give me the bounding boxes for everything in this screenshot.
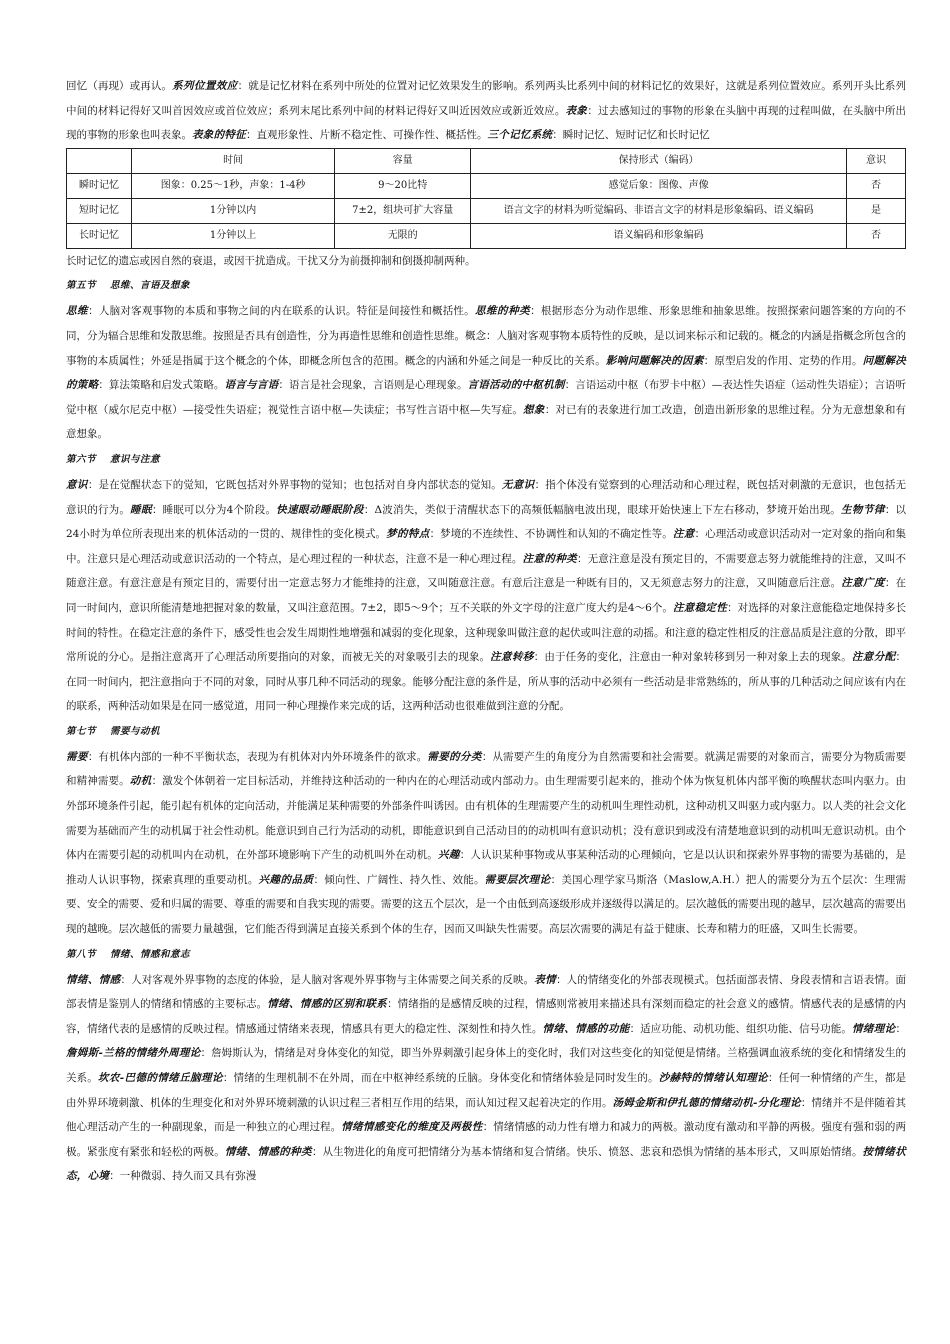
table-cell: 语言文字的材料为听觉编码、非语言文字的材料是形象编码、语义编码: [471, 198, 847, 223]
text-run: ：瞬时记忆、短时记忆和长时记忆: [552, 129, 710, 142]
table-header: 容量: [335, 148, 471, 173]
text-run: ：梦境的不连续性、不协调性和认知的不确定性等。: [429, 528, 673, 541]
text-run: ：对已有的表象进行加工改造，创造出新形象的思维过程。分为无意想象和有意想象。: [66, 403, 906, 441]
text-run: ：在同一时间内，意识所能清楚地把握对象的数量，又叫注意范围。7±2，即5～9个；互不关联的外文字母的注意广度大约是4～6个。: [66, 577, 907, 614]
text-run: ：人认识某种事物或从事某种活动的心理倾向，它是以认识和探索外界事物的需要为基础的，是推动人认识事物，探索真理的重要动机。: [66, 849, 906, 886]
table-header: [67, 148, 132, 173]
term: 注意广度: [841, 577, 885, 590]
text-run: ：人脑对客观事物的本质和事物之间的内在联系的认识。特征是间接性和概括性。: [88, 305, 475, 318]
text-run: ：倾向性、广阔性、持久性、效能。: [313, 873, 485, 886]
table-header: 意识: [847, 148, 906, 173]
term: 想象: [522, 403, 545, 416]
section-number: 第五节: [66, 280, 97, 292]
term: 三个记忆系统: [487, 129, 553, 142]
after-table-paragraph: 长时记忆的遗忘或因自然的衰退，或因干扰造成。干扰又分为前摄抑制和倒摄抑制两种。: [66, 254, 476, 267]
term: 问题解决的策略: [66, 354, 907, 392]
term: 注意的种类: [522, 552, 578, 565]
section-number: 第七节: [66, 725, 97, 737]
section-title: 情绪、情感和意志: [110, 948, 191, 960]
term: 注意: [672, 528, 695, 541]
table-cell: 否: [847, 173, 906, 198]
section-title: 需要与动机: [110, 725, 161, 737]
text-run: ：詹姆斯认为，情绪是对身体变化的知觉，即当外界刺激引起身体上的变化时，我们对这些变化的知觉便是情绪。兰格强调血液系统的变化和情绪发生的关系。: [66, 1047, 906, 1084]
text-run: ：心理活动或意识活动对一定对象的指向和集中。注意只是心理活动或意识活动的一个特点，是心理过程的一种状态，注意不是一种心理过程。: [66, 528, 906, 565]
table-cell: 感觉后象：图像、声像: [471, 173, 847, 198]
section-5-paragraph: [66, 299, 906, 447]
section-8-paragraph: [66, 968, 906, 1189]
memory-systems-table: [66, 148, 906, 249]
term: 表象: [565, 104, 588, 117]
text-run: ：任何一种情绪的产生，都是由外界环境刺激、机体的生理变化和对外界环境刺激的认识过程三者相互作用的结果，而认知过程又起着决定的作用。: [66, 1072, 907, 1109]
table-cell: 1分钟以内: [132, 198, 335, 223]
term: 情绪、情感的区别和联系: [267, 998, 388, 1011]
term: 思维: [66, 305, 89, 318]
table-cell: 9～20比特: [335, 173, 471, 198]
text-run: ：由于任务的变化，注意由一种对象转移到另一种对象上去的现象。: [533, 651, 852, 664]
text-run: ：是在觉醒状态下的觉知，它既包括对外界事物的觉知；也包括对自身内部状态的觉知。: [87, 478, 502, 491]
table-row: [67, 173, 906, 198]
text-run: ：Δ波消失，类似于清醒状态下的高频低幅脑电波出现，眼球开始快速上下左右移动，梦境开始出现。: [363, 503, 841, 516]
table-cell: 是: [847, 198, 906, 223]
section-6-paragraph: [66, 473, 906, 719]
term: 需要层次理论: [484, 873, 551, 886]
term: 需要: [66, 750, 88, 763]
section-heading: [66, 719, 906, 745]
text-run: ：从生物进化的角度可把情绪分为基本情绪和复合情绪。快乐、愤怒、悲哀和恐惧为情绪的基本形式，又叫原始情绪。: [311, 1145, 863, 1158]
table-row: [67, 223, 906, 248]
term: 按情绪状态，心境: [66, 1145, 906, 1183]
text-run: ：睡眠可以分为4个阶段。: [151, 503, 277, 516]
term: 汤姆金斯和伊扎德的情绪动机-分化理论: [612, 1096, 801, 1109]
term: 需要的分类: [427, 750, 482, 763]
term: 情绪、情感的功能: [542, 1022, 630, 1035]
section-7-paragraph: [66, 745, 906, 942]
text-run: ：原型启发的作用、定势的作用。: [703, 354, 863, 367]
term: 影响问题解决的因素: [605, 354, 704, 367]
text-run: ：适应功能、动机功能、组织功能、信号功能。: [629, 1022, 852, 1035]
term: 注意分配: [851, 651, 896, 664]
term: 意识: [66, 478, 88, 491]
text-run: ：指个体没有觉察到的心理活动和心理过程，既包括对刺激的无意识，也包括无意识的行为。: [66, 478, 907, 516]
term: 情绪情感变化的维度及两极性: [341, 1121, 483, 1134]
term: 快速眼动睡眠阶段: [276, 503, 364, 516]
term: 睡眠: [130, 503, 152, 516]
text-run: ：人对客观外界事物的态度的体验，是人脑对客观外界事物与主体需要之间关系的反映。: [120, 973, 535, 986]
section-heading: [66, 942, 906, 968]
section-number: 第六节: [66, 453, 97, 465]
text-run: ：从需要产生的角度分为自然需要和社会需要。就满足需要的对象而言，需要分为物质需要和精神需要。: [66, 750, 907, 788]
table-cell: 7±2，组块可扩大容量: [335, 198, 471, 223]
table-header: 保持形式（编码）: [471, 148, 847, 173]
document-page: [66, 74, 906, 1189]
section-heading: [66, 273, 906, 299]
table-header-row: [67, 148, 906, 173]
text-run: ：直观形象性、片断不稳定性、可操作性、概括性。: [246, 129, 488, 142]
text-run: ：对选择的对象注意能稳定地保持多长时间的特性。在稳定注意的条件下，感受性也会发生周期性地增强和减弱的变化现象，这种现象叫做注意的起伏或叫注意的动摇。和注意的稳定性相反的注意品质是注意的分散，即平常所说的分心。是指注意离开了心理活动所要指向的对象，而被无关的对象吸引去的现象。: [66, 601, 907, 664]
term: 表象的特征: [192, 129, 246, 142]
term: 坎农-巴德的情绪丘脑理论: [97, 1072, 223, 1084]
text-run: ：语言是社会现象，言语则是心理现象。: [278, 379, 468, 392]
term: 兴趣: [437, 849, 460, 862]
text-run: ：无意注意是没有预定目的，不需要意志努力就能维持的注意，又叫不随意注意。有意注意是有预定目的，需要付出一定意志努力才能维持的注意，又叫随意注意。有意后注意是一种既有目的，又无须意志努力的注意，又叫随意后注意。: [66, 552, 907, 590]
text-run: ：美国心理学家马斯洛（Maslow,A.H.）把人的需要分为五个层次：生理需要、安全的需要、爱和归属的需要、尊重的需要和自我实现的需要。需要的这五个层次，是一个由低到高逐级形成并逐级得以满足的。层次越低的需要出现的越早，层次越高的需要出现的越晚。层次越低的需要力量越强，它们能否得到满足直接关系到个体的生存，因而又叫缺失性需要。高层次需要的满足有益于健康、长寿和精力的旺盛，又叫生长需要。: [66, 873, 907, 936]
section-title: 意识与注意: [110, 453, 161, 465]
table-cell: 图象：0.25～1秒，声象：1-4秒: [132, 173, 335, 198]
text-run: ：一种微弱、持久而又具有弥漫: [109, 1170, 257, 1183]
text-run: ：算法策略和启发式策略。: [98, 379, 225, 392]
term: 沙赫特的情绪认知理论: [658, 1072, 768, 1084]
table-cell: 长时记忆: [67, 223, 132, 248]
text-run: ：在同一时间内，把注意指向于不同的对象，同时从事几种不同活动的现象。能够分配注意的条件是，所从事的活动中必须有一些活动是非常熟练的，所从事的几种活动之间应该有内在的联系，两种活动如果是在同一感觉道，用同一种心理操作来完成的话，这两种活动也很难做到注意的分配。: [66, 651, 907, 713]
table-cell: 否: [847, 223, 906, 248]
term: 情绪、情感: [66, 973, 121, 986]
text-run: ：: [895, 1022, 907, 1035]
table-cell: 瞬时记忆: [67, 173, 132, 198]
term: 思维的种类: [474, 305, 531, 318]
text-run: ：激发个体朝着一定目标活动，并维持这种活动的一种内在的心理活动或内部动力。由生理需要引起来的，推动个体为恢复机体内部平衡的唤醒状态叫内驱力。由外部环境条件引起，能引起有机体的定向活动，并能满足某种需要的外部条件叫诱因。由有机体的生理需要产生的动机叫生理性动机，这种动机又叫驱力或内驱力。以人类的社会文化需要为基础而产生的动机属于社会性动机。能意识到自己行为活动的动机，即能意识到自己活动目的的动机叫有意识动机；没有意识到或没有清楚地意识到的动机叫无意识动机。由个体内在需要引起的动机叫内在动机，在外部环境影响下产生的动机叫外在动机。: [66, 775, 906, 862]
table-row: [67, 198, 906, 223]
term: 表情: [534, 973, 557, 986]
term: 情绪理论: [851, 1022, 896, 1035]
term: 情绪、情感的种类: [224, 1145, 312, 1158]
term: 詹姆斯-兰格的情绪外周理论: [66, 1047, 201, 1060]
section-number: 第八节: [66, 948, 97, 960]
term: 梦的特点: [386, 528, 430, 541]
text-run: ：情绪的生理机制不在外周，而在中枢神经系统的丘脑。身体变化和情绪体验是同时发生的。: [222, 1072, 659, 1084]
section-heading: [66, 447, 906, 473]
term: 语言与言语: [224, 379, 279, 392]
text-run: ：情绪指的是感情反映的过程，情感则常被用来描述具有深刻而稳定的社会意义的感情。情感代表的是感情的内容，情绪代表的是感情的反映过程。情感通过情绪来表现，情感具有更大的稳定性、深刻性和持久性。: [66, 998, 906, 1035]
term: 注意稳定性: [672, 601, 728, 614]
text-run: ：根据形态分为动作思维、形象思维和抽象思维。按照探索问题答案的方向的不同，分为辐合思维和发散思维。按照是否具有创造性，分为再造性思维和创造性思维。概念：人脑对客观事物本质特性的反映，是以词来标示和记载的。概念的内涵是指概念所包含的事物的本质属性；外延是指属于这个概念的个体，即概念所包含的范围。概念的内涵和外延之间是一种反比的关系。: [66, 305, 907, 367]
term: 系列位置效应: [172, 80, 238, 92]
text-run: ：言语运动中枢（布罗卡中枢）—表达性失语症（运动性失语症）；言语听觉中枢（威尔尼克中枢）—接受性失语症；视觉性言语中枢—失读症；书写性言语中枢—失写症。: [66, 379, 907, 416]
table-cell: 短时记忆: [67, 198, 132, 223]
section-title: 思维、言语及想象: [110, 280, 191, 292]
term: 生物节律: [840, 503, 885, 516]
text-run: ：情绪并不是伴随着其他心理活动产生的一种副现象，而是一种独立的心理过程。: [66, 1096, 907, 1134]
text-run: ：就是记忆材料在系列中所处的位置对记忆效果发生的影响。系列两头比系列中间的材料记忆的效果好，这就是系列位置效应。系列开头比系列中间的材料记得好又叫首因效应或首位效应；系列末尾比系列中间的材料记得好又叫近因效应或新近效应。: [66, 80, 906, 117]
text-run: ：过去感知过的事物的形象在头脑中再现的过程叫做，在头脑中所出现的事物的形象也叫表象。: [66, 104, 907, 142]
text-run: ：以24小时为单位所表现出来的机体活动的一贯的、规律性的变化模式。: [66, 503, 906, 541]
term: 言语活动的中枢机制: [467, 379, 565, 392]
table-cell: 语义编码和形象编码: [471, 223, 847, 248]
term: 无意识: [501, 478, 535, 491]
term: 兴趣的品质: [258, 873, 314, 886]
text-run: ：人的情绪变化的外部表现模式。包括面部表情、身段表情和言语表情。面部表情是鉴别人的情绪和情感的主要标志。: [66, 973, 907, 1011]
table-cell: 1分钟以上: [132, 223, 335, 248]
term: 动机: [129, 775, 152, 788]
text-run: ：有机体内部的一种不平衡状态，表现为有机体对内外环境条件的欲求。: [87, 750, 428, 763]
text-run: 回忆（再现）或再认。: [66, 80, 173, 92]
term: 注意转移: [490, 651, 534, 664]
intro-paragraph: [66, 74, 906, 148]
table-cell: 无限的: [335, 223, 471, 248]
table-header: 时间: [132, 148, 335, 173]
text-run: ：情绪情感的动力性有增力和减力的两极。激动度有激动和平静的两极。强度有强和弱的两极。紧张度有紧张和轻松的两极。: [66, 1121, 906, 1158]
